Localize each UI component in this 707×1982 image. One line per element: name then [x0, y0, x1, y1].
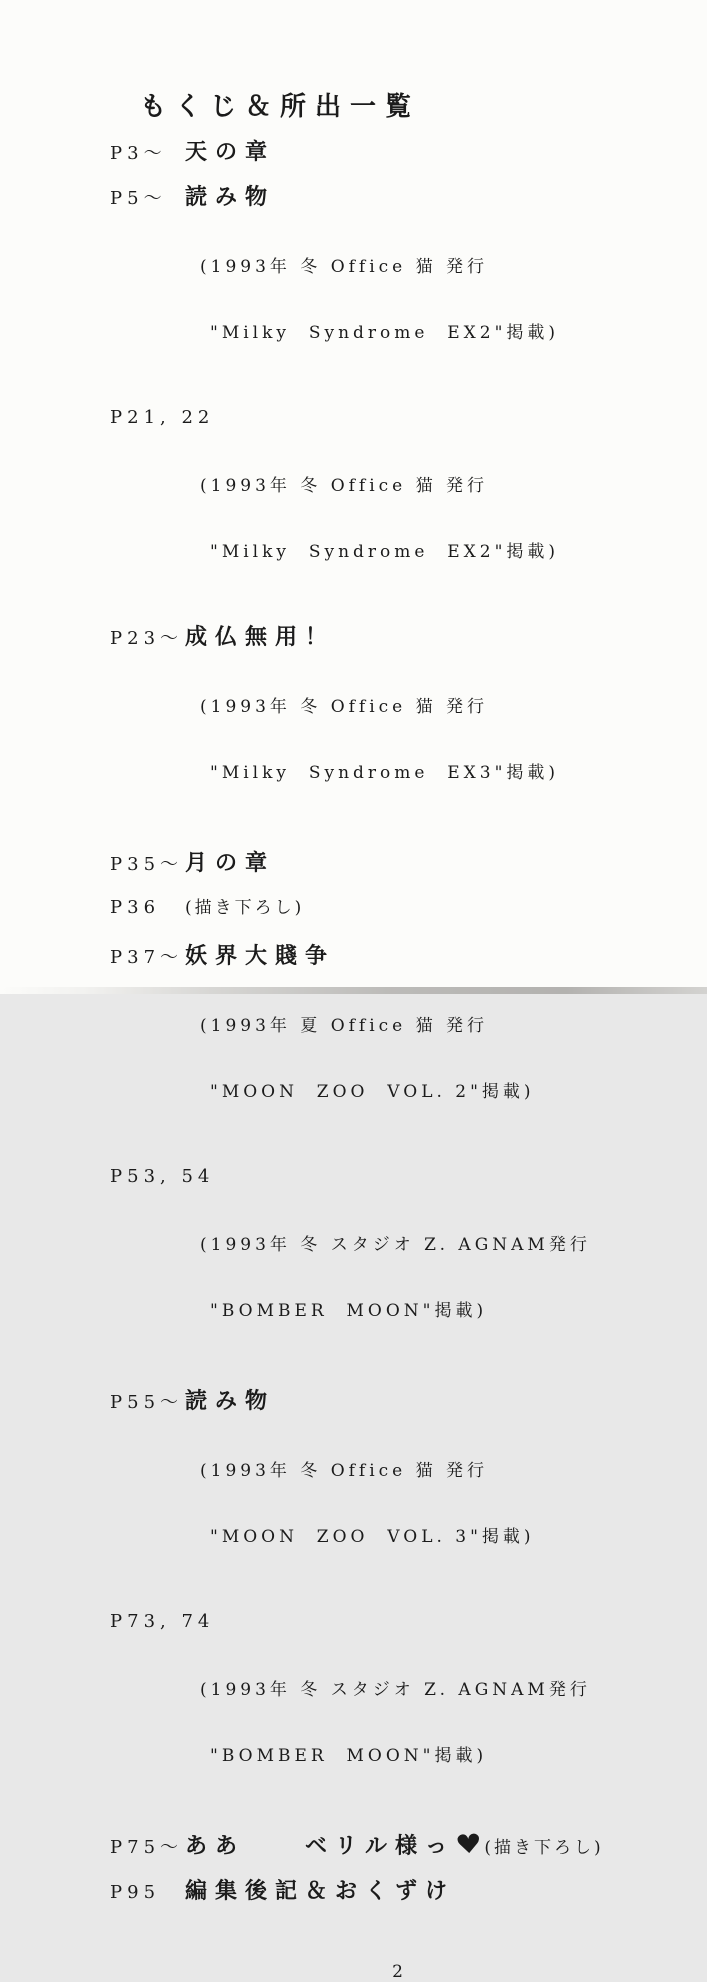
entry-note: (描き下ろし): [484, 1838, 604, 1858]
source-line: "MOON ZOO VOL. 2"掲載): [210, 1082, 535, 1102]
entry-pages: P35～: [110, 854, 184, 875]
toc-entry-p35: [110, 850, 687, 878]
toc-entry-p53: [110, 1164, 687, 1366]
source-line: "Milky Syndrome EX3"掲載): [210, 763, 560, 783]
entry-title: 妖界大賤争: [185, 943, 336, 969]
toc-entry-p75: [110, 1829, 687, 1861]
entry-title: 天の章: [185, 139, 276, 165]
source-line: (1993年 夏 Office 猫 発行: [200, 1016, 489, 1036]
source-line: "MOON ZOO VOL. 3"掲載): [210, 1527, 535, 1547]
entry-source: [200, 431, 687, 607]
entry-source: [200, 971, 687, 1147]
source-line: "BOMBER MOON"掲載): [210, 1746, 488, 1766]
entry-pages: P36: [110, 897, 161, 918]
entry-source: [200, 652, 687, 828]
entry-title: 編集後記＆おくずけ: [185, 1878, 456, 1904]
source-line: (1993年 冬 Office 猫 発行: [200, 257, 489, 277]
scan-edge-shadow: [0, 987, 707, 994]
page-number: 2: [392, 1962, 405, 1982]
entry-pages: P21, 22: [110, 407, 215, 428]
toc-entry-p5: [110, 184, 687, 388]
entry-title: 読み物: [185, 1388, 276, 1414]
entry-title: 成仏無用！: [185, 624, 336, 650]
toc-entry-p73: [110, 1609, 687, 1811]
entry-source: [200, 1190, 687, 1366]
toc-entry-p55: [110, 1388, 687, 1592]
source-line: (1993年 冬 Office 猫 発行: [200, 1461, 489, 1481]
entry-pages: P23～: [110, 628, 184, 649]
toc-entry-p95: [110, 1878, 687, 1906]
entry-source: [200, 1416, 687, 1592]
entry-pages: P5～: [110, 188, 167, 209]
toc-entry-p23: [110, 624, 687, 828]
toc-entry-p3: [110, 139, 687, 167]
entry-pages: P55～: [110, 1392, 184, 1413]
entry-pages: P75～: [110, 1837, 184, 1858]
entry-pages: P53, 54: [110, 1166, 215, 1187]
entry-pages: P37～: [110, 947, 184, 968]
entry-pages: P73, 74: [110, 1611, 215, 1632]
source-line: (1993年 冬 Office 猫 発行: [200, 697, 489, 717]
entry-note: (描き下ろし): [185, 898, 305, 918]
entry-source: [200, 212, 687, 388]
toc-entry-p37: [110, 943, 687, 1147]
entry-title: 読み物: [185, 184, 276, 210]
source-line: (1993年 冬 スタジオ Z. AGNAM発行: [200, 1235, 591, 1255]
toc-entry-p21: [110, 405, 687, 607]
entry-pages: P95: [110, 1882, 161, 1903]
entry-pages: P3～: [110, 143, 167, 164]
entry-source: [200, 1635, 687, 1811]
source-line: "Milky Syndrome EX2"掲載): [210, 542, 560, 562]
toc-entry-p36: [110, 895, 687, 921]
source-line: (1993年 冬 スタジオ Z. AGNAM発行: [200, 1680, 591, 1700]
page-title: もくじ＆所出一覧: [140, 92, 421, 122]
source-line: "Milky Syndrome EX2"掲載): [210, 323, 560, 343]
source-line: "BOMBER MOON"掲載): [210, 1301, 488, 1321]
entry-title: ああ ベリル様っ: [185, 1833, 456, 1859]
source-line: (1993年 冬 Office 猫 発行: [200, 476, 489, 496]
entry-title: 月の章: [185, 850, 276, 876]
heart-icon: ♥: [454, 1829, 484, 1861]
